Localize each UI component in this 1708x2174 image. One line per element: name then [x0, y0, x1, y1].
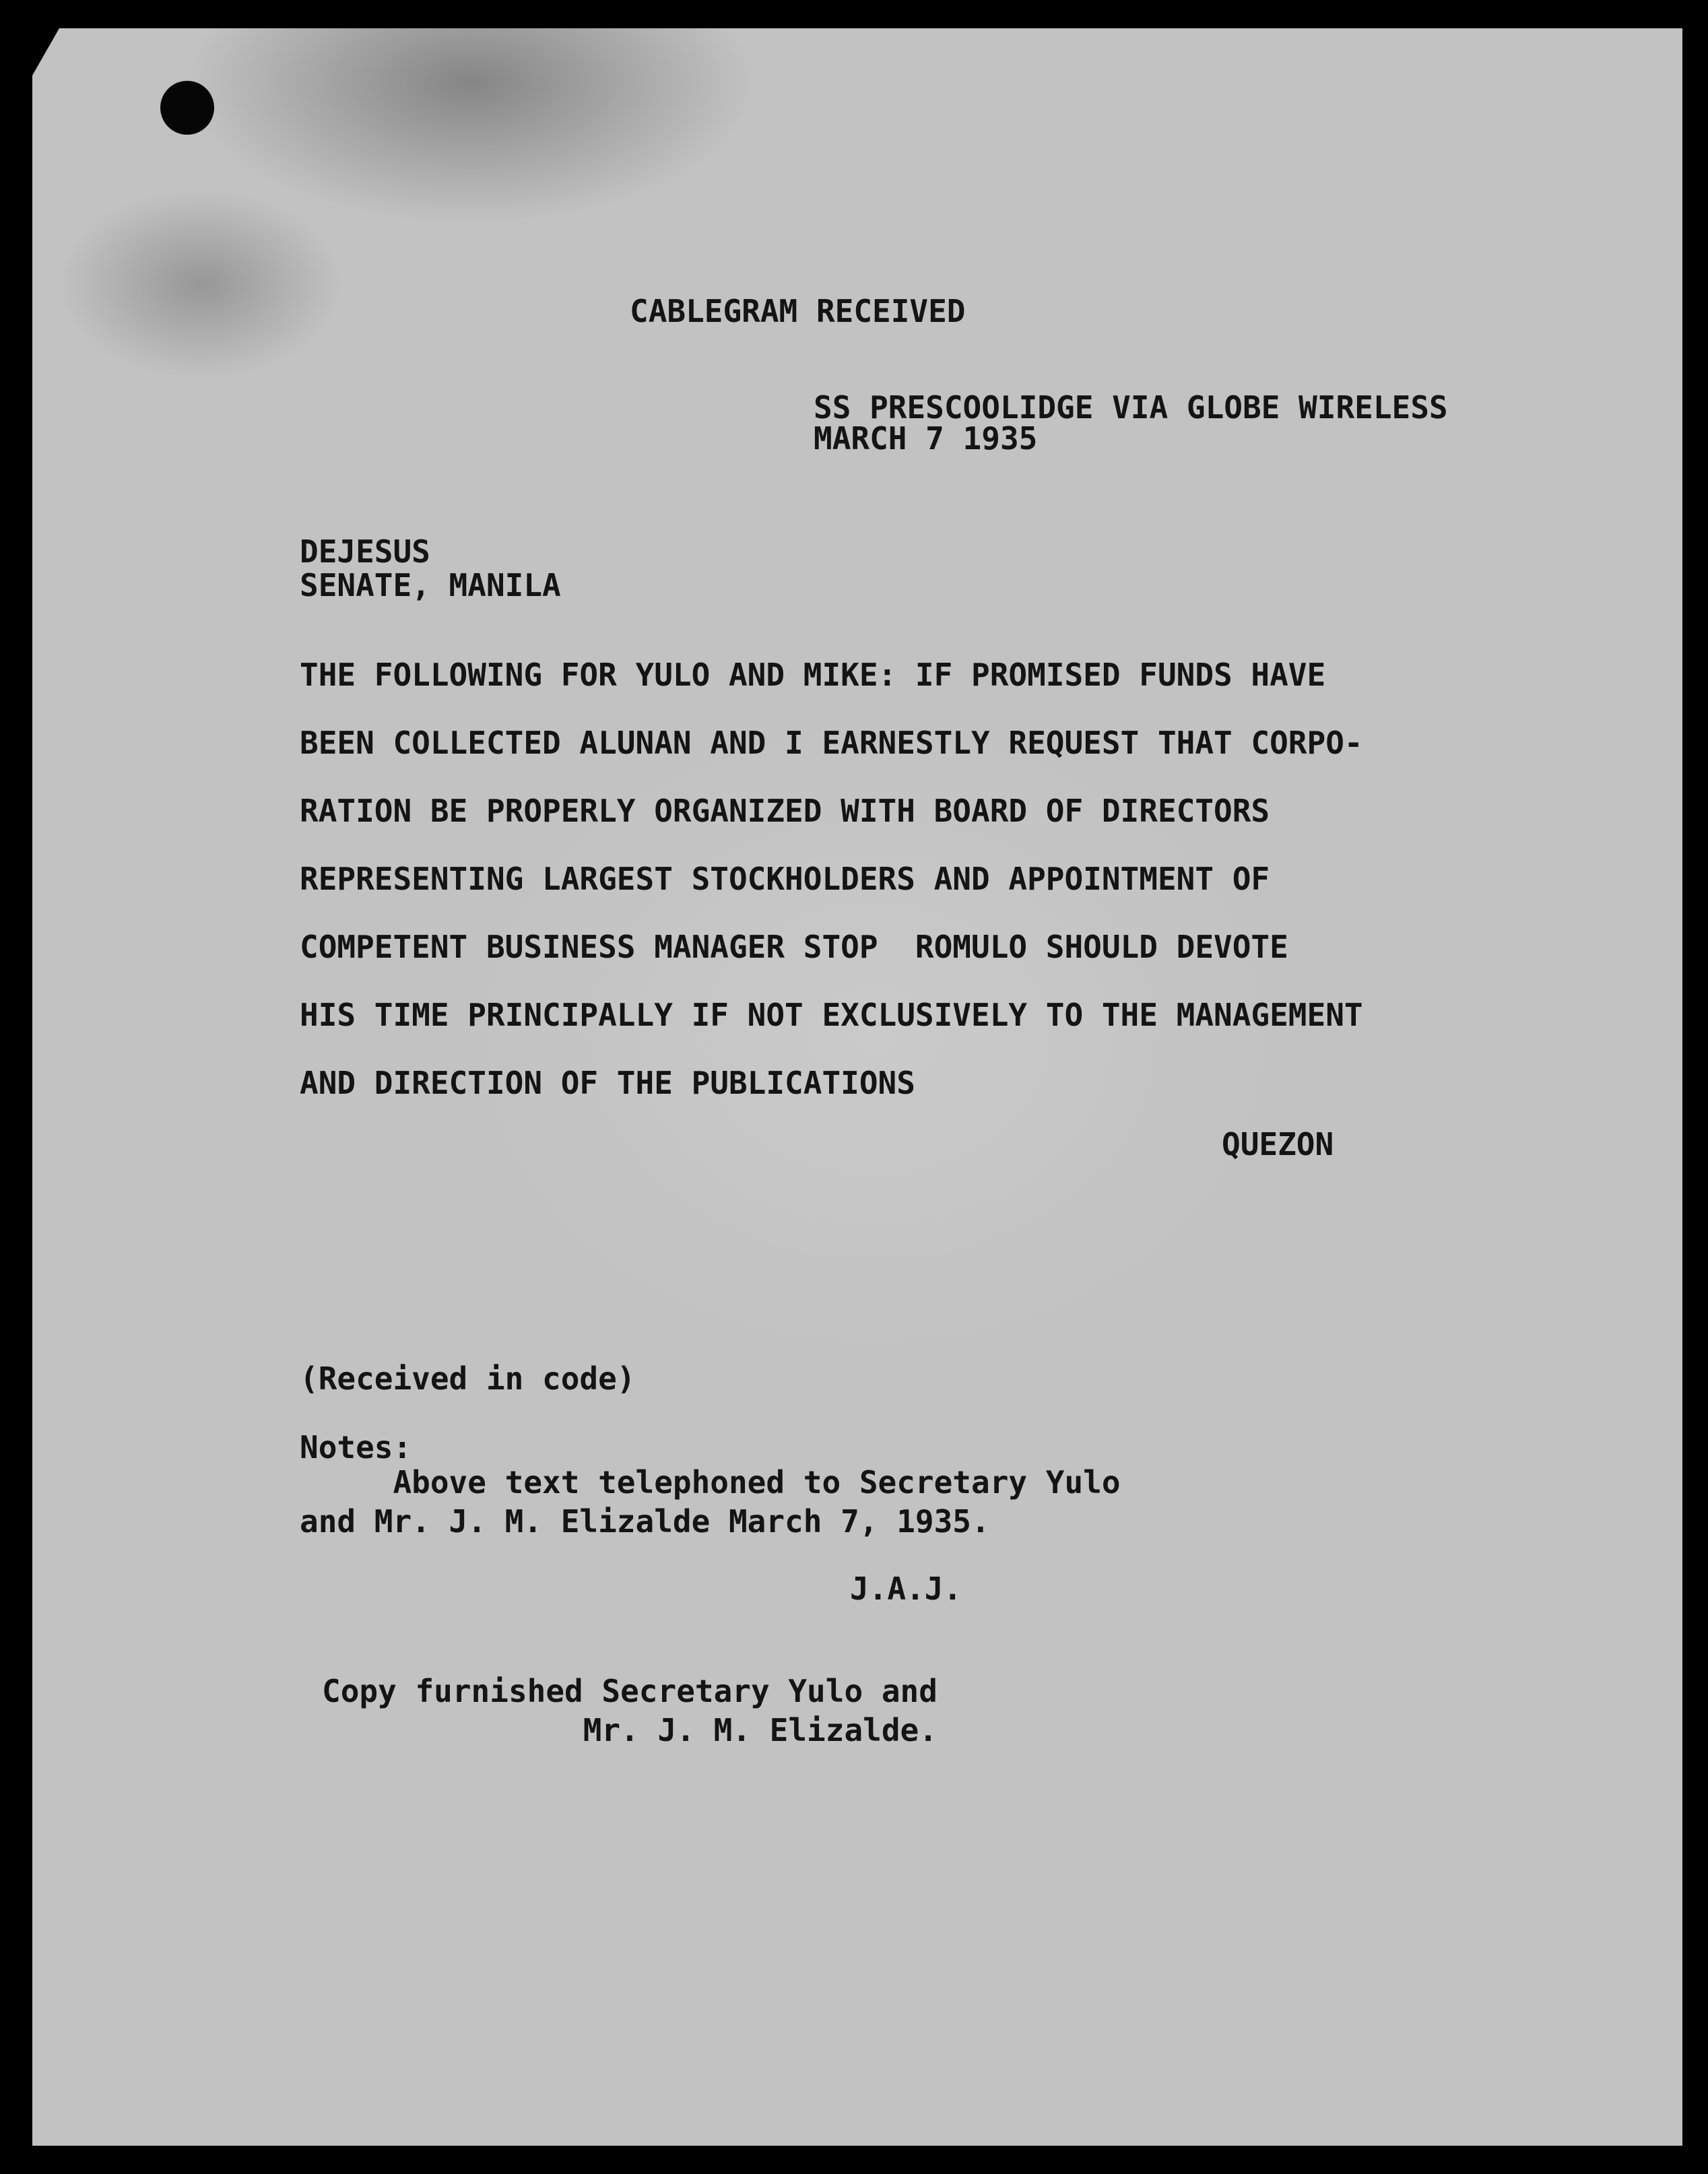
body-line: AND DIRECTION OF THE PUBLICATIONS: [300, 1065, 915, 1101]
copy-line: Mr. J. M. Elizalde.: [322, 1712, 938, 1748]
document-page: [32, 28, 1682, 2146]
address-block: [300, 535, 561, 602]
recipient-name: DEJESUS: [300, 533, 430, 570]
initials: J.A.J.: [850, 1571, 962, 1607]
signature: QUEZON: [1222, 1126, 1334, 1162]
copy-line: Copy furnished Secretary Yulo and: [322, 1673, 938, 1709]
message-body: [300, 641, 1363, 1117]
folded-corner: [32, 28, 59, 75]
body-line: REPRESENTING LARGEST STOCKHOLDERS AND APPOINTMENT OF: [300, 861, 1270, 897]
copy-furnished-note: [322, 1672, 938, 1750]
punch-hole: [160, 81, 214, 135]
notes-line: Above text telephoned to Secretary Yulo: [300, 1464, 1121, 1501]
body-line: BEEN COLLECTED ALUNAN AND I EARNESTLY REQUEST THAT CORPO-: [300, 725, 1363, 761]
recipient-address: SENATE, MANILA: [300, 567, 561, 603]
sender-line: SS PRESCOOLIDGE VIA GLOBE WIRELESS: [814, 389, 1448, 426]
body-line: COMPETENT BUSINESS MANAGER STOP ROMULO SHOULD DEVOTE: [300, 929, 1288, 965]
body-line: HIS TIME PRINCIPALLY IF NOT EXCLUSIVELY TO THE MANAGEMENT: [300, 997, 1363, 1033]
body-line: THE FOLLOWING FOR YULO AND MIKE: IF PROMISED FUNDS HAVE: [300, 657, 1326, 693]
document-title: CABLEGRAM RECEIVED: [630, 293, 966, 329]
sender-block: [814, 389, 1448, 457]
date-line: MARCH 7 1935: [814, 420, 1038, 457]
notes-label: Notes:: [300, 1429, 412, 1465]
received-note: (Received in code): [300, 1360, 636, 1397]
notes-text: [300, 1463, 1121, 1541]
notes-line: and Mr. J. M. Elizalde March 7, 1935.: [300, 1503, 990, 1540]
body-line: RATION BE PROPERLY ORGANIZED WITH BOARD OF DIRECTORS: [300, 793, 1270, 829]
